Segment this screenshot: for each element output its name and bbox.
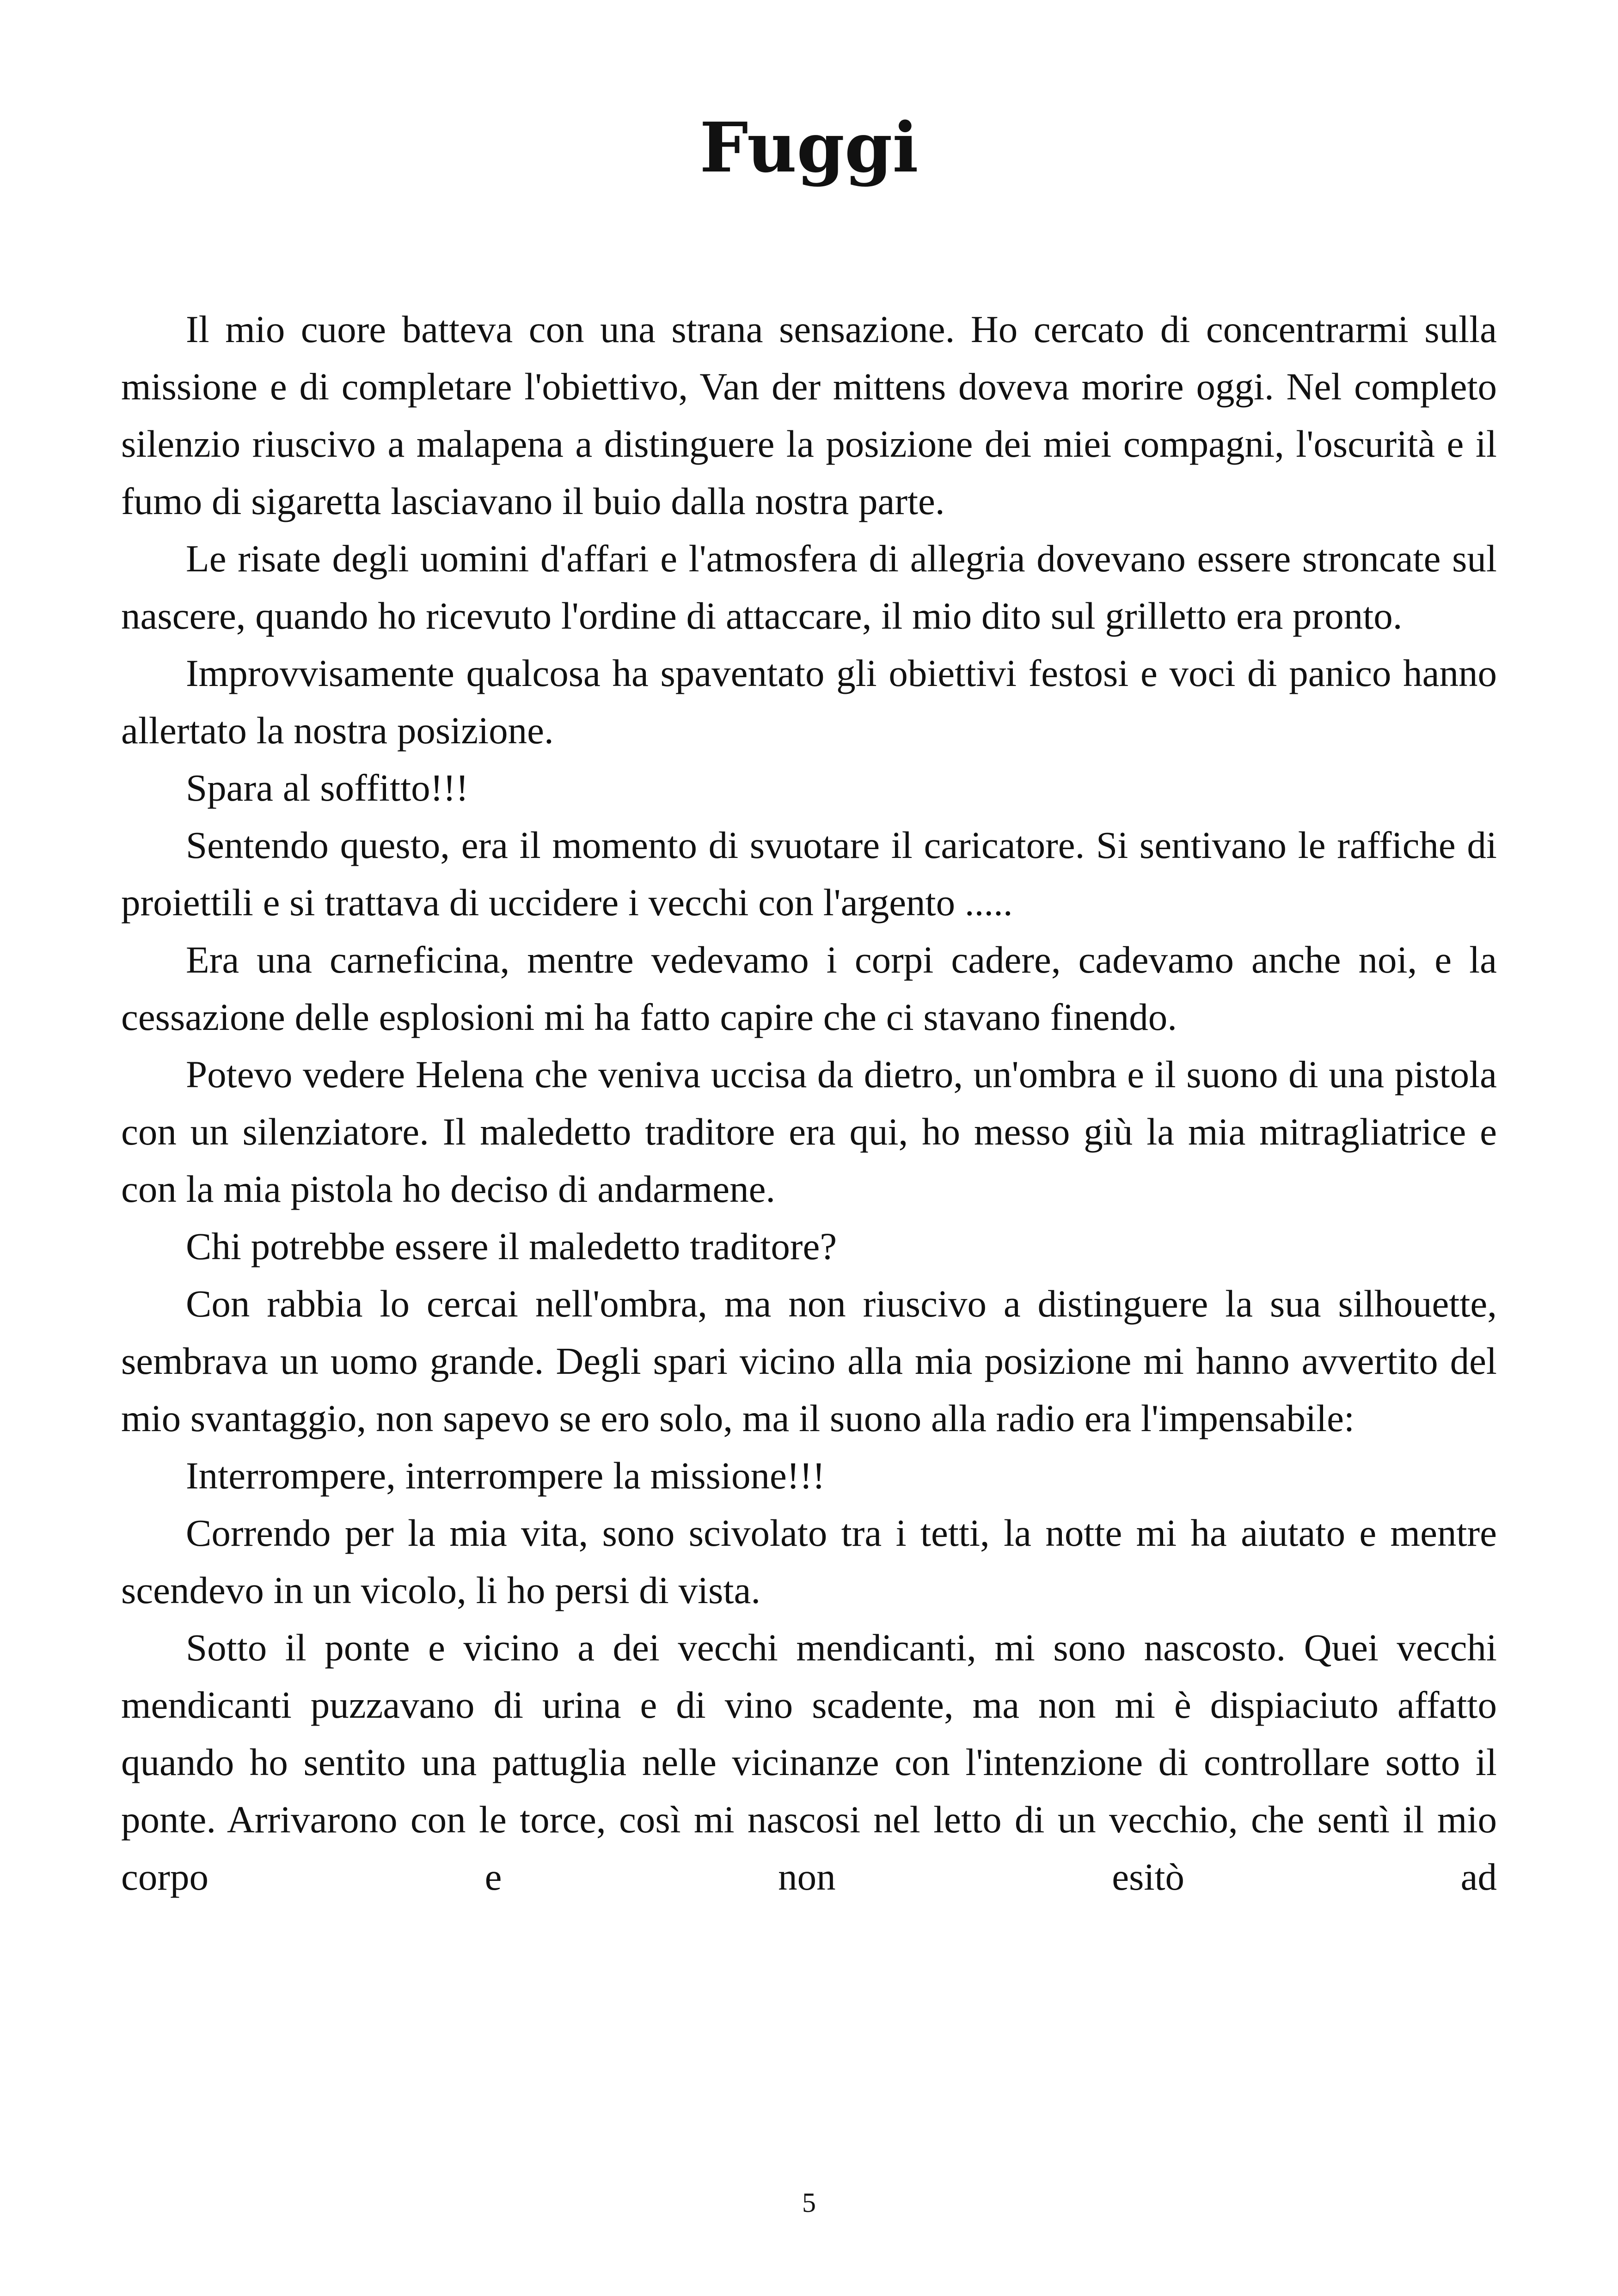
paragraph: Interrompere, interrompere la missione!!! <box>186 1454 825 1497</box>
paragraph: Improvvisamente qualcosa ha spaventato gli obiettivi festosi e voci di panico hanno allertato la nostra posizione. <box>121 652 1497 752</box>
paragraph: Chi potrebbe essere il maledetto traditore? <box>186 1225 837 1267</box>
paragraph: Sotto il ponte e vicino a dei vecchi mendicanti, mi sono nascosto. Quei vecchi mendicanti puzzavano di urina e di vino scadente, ma non mi è dispiaciuto affatto quando ho sentito una pattuglia nelle vicinanze con l'intenzione di controllare sotto il ponte. Arrivarono con le torce, così mi nascosi nel letto di un vecchio, che sentì il mio corpo e non esitò ad <box>121 1626 1497 1898</box>
paragraph: Le risate degli uomini d'affari e l'atmosfera di allegria dovevano essere stroncate sul nascere, quando ho ricevuto l'ordine di attaccare, il mio dito sul grilletto era pronto. <box>121 537 1497 637</box>
chapter-body <box>121 300 1497 1905</box>
chapter-title: Fuggi <box>699 107 919 188</box>
paragraph: Era una carneficina, mentre vedevamo i corpi cadere, cadevamo anche noi, e la cessazione delle esplosioni mi ha fatto capire che ci stavano finendo. <box>121 938 1497 1038</box>
paragraph: Con rabbia lo cercai nell'ombra, ma non riuscivo a distinguere la sua silhouette, sembrava un uomo grande. Degli spari vicino alla mia posizione mi hanno avvertito del mio svantaggio, non sapevo se ero solo, ma il suono alla radio era l'impensabile: <box>121 1282 1497 1439</box>
paragraph: Spara al soffitto!!! <box>186 766 469 809</box>
paragraph: Correndo per la mia vita, sono scivolato tra i tetti, la notte mi ha aiutato e mentre scendevo in un vicolo, li ho persi di vista. <box>121 1512 1497 1611</box>
paragraph: Il mio cuore batteva con una strana sensazione. Ho cercato di concentrarmi sulla missione e di completare l'obiettivo, Van der mittens doveva morire oggi. Nel completo silenzio riuscivo a malapena a distinguere la posizione dei miei compagni, l'oscurità e il fumo di sigaretta lasciavano il buio dalla nostra parte. <box>121 308 1497 522</box>
paragraph: Sentendo questo, era il momento di svuotare il caricatore. Si sentivano le raffiche di proiettili e si trattava di uccidere i vecchi con l'argento ..... <box>121 824 1497 924</box>
page-number: 5 <box>802 2187 816 2218</box>
paragraph: Potevo vedere Helena che veniva uccisa da dietro, un'ombra e il suono di una pistola con un silenziatore. Il maledetto traditore era qui, ho messo giù la mia mitragliatrice e con la mia pistola ho deciso di andarmene. <box>121 1053 1497 1210</box>
